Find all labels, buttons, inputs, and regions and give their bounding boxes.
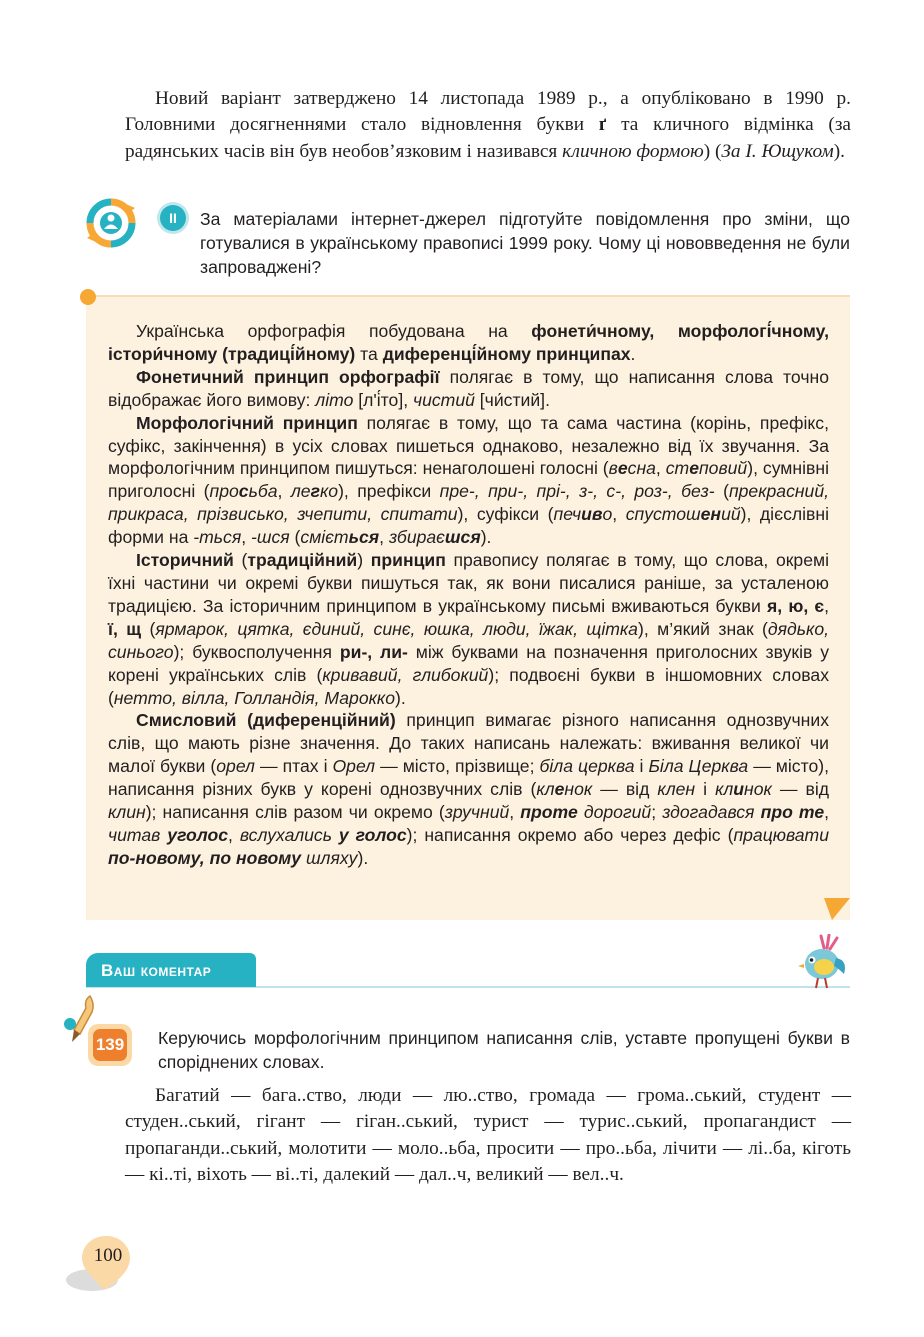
word-part: про — [209, 481, 239, 502]
rule-text-run: ); написання окремо або через дефіс ( — [406, 824, 734, 845]
rule-italic-run: шляху — [305, 847, 358, 868]
rule-text-run: , — [824, 802, 830, 823]
word-part: ст — [665, 458, 690, 479]
word-part: в — [608, 458, 618, 479]
rule-text-run: ), сумнівні приголосні ( — [108, 458, 829, 502]
rule-text-run: ). — [357, 847, 369, 868]
rule-text-run: правопису полягає в тому, що слова, окремі їхні частини чи окремі букви пишуться так, як вони писалися раніше, за усталеною традицією. За історичним принципом в українському письмі вживаються букви — [108, 550, 829, 616]
rule-text-run: полягає в тому, що написання слова точно відображає його вимову: — [108, 366, 829, 410]
word-part: повий — [698, 458, 748, 479]
rule-bold-italic-run: по-новому, по новому — [108, 847, 302, 868]
rule-text-run: Українська орфографія побудована на — [136, 321, 532, 341]
source-citation: За І. Ющуком — [721, 140, 834, 162]
task-number-badge — [88, 1024, 132, 1066]
rule-italic-run: -шся — [251, 527, 290, 548]
rule-text-run: , — [241, 527, 251, 548]
rule-text-run: , — [277, 481, 291, 502]
rule-text-run: ); буквосполучення — [173, 641, 340, 662]
rule-bold-italic-run: уголос — [167, 824, 229, 845]
rule-text — [108, 320, 829, 870]
rule-text-run: , — [509, 802, 521, 823]
rule-italic-run: прекрасний, прикраса, прізвисько, зчепити, спитати — [108, 481, 830, 525]
rule-text-run: ( — [233, 550, 248, 571]
italic-term: кличною формою — [562, 140, 704, 162]
rule-text-run: ) — [357, 550, 371, 571]
rule-paragraph — [108, 412, 829, 549]
rule-text-run: ), префікси — [338, 481, 440, 502]
rule-italic-run: дядько, синього — [108, 618, 830, 662]
intro-text: Новий варіант затверджено 14 листопада 1989 р., а опубліковано в 1990 р. Головними досягненнями стало відновлення букви — [125, 88, 851, 136]
rule-text-run: між буквами на позначення приголосних звуків у корені українських слів ( — [108, 641, 829, 685]
rule-text-run: . — [630, 343, 636, 364]
rule-box-dot — [80, 289, 96, 305]
rule-text-run: , — [655, 458, 666, 479]
rule-italic-run: Біла Церква — [648, 756, 749, 777]
rule-bold-run: ї, щ — [108, 618, 142, 639]
word-part: ьба — [248, 481, 278, 502]
rule-italic-run: клен — [657, 779, 696, 800]
task-badge-label: ІІ — [169, 210, 177, 226]
rule-text-run: — від — [771, 779, 829, 800]
rule-italic-run: клин — [108, 802, 146, 823]
rule-text-run: ). — [480, 527, 492, 548]
rule-text-run: , — [379, 527, 389, 548]
word-part: збирає — [388, 527, 445, 548]
word-highlight: е — [689, 458, 699, 479]
task-139-instruction: Керуючись морфологічним принципом написання слів, уставте пропущені букви в споріднених словах. — [158, 1028, 850, 1072]
rule-bold-italic-run: у голос — [338, 824, 407, 845]
rule-paragraph — [108, 709, 829, 869]
rule-text-run: , — [824, 595, 830, 616]
rule-italic-run: здогадався — [662, 802, 755, 823]
rule-italic-run: біла церква — [539, 756, 635, 777]
rule-italic-run: літо — [315, 389, 354, 410]
exercise-text: Багатий — бага..ство, люди — лю..ство, громада — грома..ський, студент — студен..ський, гігант — гіган..ський, турист — турис..ський, пропагандист — пропаганди..ський, молотити — моло..ьба, просити — про..ьба, лічити — лі..ба, кіготь — кі..ті, віхоть — ві..ті, далекий — дал..ч, великий — вел..ч. — [125, 1085, 851, 1185]
rule-bold-run: Морфологічний принцип — [136, 412, 358, 433]
rule-italic-run: нетто, вілла, Голландія, Марокко — [113, 687, 396, 708]
example-word — [609, 458, 656, 478]
word-part: кл — [536, 779, 555, 800]
rule-italic-run: читав — [108, 824, 161, 845]
example-word — [715, 779, 772, 799]
example-word — [626, 504, 741, 524]
rule-text-run: і — [695, 779, 716, 800]
rule-text-run: ( — [141, 618, 156, 639]
word-highlight: шся — [444, 527, 481, 548]
word-highlight: ив — [581, 504, 603, 525]
rule-italic-run: Орел — [332, 756, 376, 777]
rule-bold-run: ри-, ли- — [339, 641, 408, 662]
word-part: нок — [744, 779, 772, 800]
word-part: ий — [721, 504, 741, 525]
rule-italic-run: зручний — [444, 802, 510, 823]
letter-g: ґ — [598, 114, 607, 136]
discussion-cycle-icon — [86, 198, 136, 248]
rule-text-run: ). — [395, 687, 406, 708]
example-word — [210, 481, 278, 501]
example-word — [666, 458, 747, 478]
word-part: кл — [715, 779, 734, 800]
corner-arrow-icon — [822, 896, 852, 922]
rule-bold-run: традиційний — [247, 550, 358, 571]
rule-text-run: ), суфікси ( — [457, 504, 554, 525]
word-highlight: г — [310, 481, 320, 502]
rule-text-run: ( — [289, 527, 301, 548]
rule-italic-run: кривавий, глибокий — [322, 664, 489, 685]
word-part: ко — [319, 481, 339, 502]
task-badge — [160, 205, 186, 231]
rule-text-run: [л'і́то], — [353, 389, 413, 410]
page-number: 100 — [93, 1245, 123, 1266]
word-part: смієт — [300, 527, 349, 548]
intro-paragraph — [125, 86, 851, 165]
rule-text-run: ; — [651, 802, 663, 823]
rule-text-run: ), дієслівні форми на — [108, 504, 830, 548]
example-word — [291, 481, 338, 501]
rule-text-run: , — [228, 824, 240, 845]
word-highlight: ься — [348, 527, 380, 548]
rule-text-run: принцип вимагає різного написання однозвучних слів, що мають різне значення. До таких написань належать: вживання великої чи малої букви ( — [108, 710, 829, 777]
word-part: сна — [627, 458, 656, 479]
rule-text-run: ); подвоєні букви в іншомовних словах ( — [108, 664, 829, 708]
task-ii-text: За матеріалами інтернет-джерел підготуйте повідомлення про зміни, що готувалися в українському правописі 1999 року. Чому ці нововведення не були запроваджені? — [200, 209, 850, 278]
bird-icon — [798, 934, 852, 990]
rule-text-run: та — [355, 343, 383, 364]
word-highlight: и — [733, 779, 745, 800]
word-highlight: с — [238, 481, 249, 502]
comment-banner-label: Ваш коментар — [101, 961, 212, 980]
word-highlight: е — [617, 458, 628, 479]
rule-paragraph — [108, 366, 829, 412]
rule-bold-italic-run: проте — [520, 802, 578, 823]
rule-text-run: , — [612, 504, 626, 525]
rule-text-run: — від — [592, 779, 658, 800]
rule-italic-run: вслухались — [239, 824, 332, 845]
rule-text-run: — місто), написання різних букв у корені однозвучних слів ( — [108, 756, 829, 800]
intro-text: та кличного відмінка (за радянських часів він був необов’язковим і називався — [125, 114, 851, 162]
rule-bold-italic-run: про те — [760, 802, 825, 823]
rule-text-run: і — [634, 756, 649, 777]
rule-italic-run: ярмарок, цятка, єдиний, синє, юшка, люди, їжак, щітка — [155, 618, 638, 639]
rule-paragraph — [108, 320, 829, 366]
rule-text-run: [чи́стий]. — [474, 389, 550, 410]
rule-text-run: — птах і — [254, 756, 333, 777]
rule-italic-run: пре-, при-, прі-, з-, с-, роз-, без- — [439, 481, 715, 502]
task-139-exercise — [125, 1083, 851, 1188]
word-part: ле — [290, 481, 311, 502]
rule-bold-run: принцип — [370, 550, 446, 571]
rule-bold-run: Історичний — [136, 550, 234, 571]
example-word — [389, 527, 481, 547]
word-part: о — [602, 504, 613, 525]
comment-banner — [86, 953, 256, 987]
rule-paragraph — [108, 549, 829, 709]
rule-text-run: ), м’який знак ( — [637, 618, 768, 639]
word-part: печ — [553, 504, 582, 525]
example-word — [554, 504, 613, 524]
rule-text-run — [332, 825, 339, 845]
rule-text-run: ); написання слів разом чи окремо ( — [145, 802, 445, 823]
rule-italic-run: працювати — [733, 824, 830, 845]
example-word — [300, 527, 379, 547]
word-part: спустош — [625, 504, 701, 525]
rule-bold-run: Фонетичний принцип орфографії — [136, 366, 440, 387]
example-word — [536, 779, 592, 799]
rule-text-run: — місто, прізвище; — [375, 756, 540, 777]
intro-text: ). — [833, 140, 845, 162]
rule-italic-run: чистий — [412, 389, 475, 410]
task-number: 139 — [93, 1029, 127, 1061]
rule-text-run: ( — [714, 481, 729, 502]
rule-bold-run: Смисловий (диференційний) — [136, 710, 396, 731]
word-part: нок — [564, 779, 593, 800]
intro-text: ) ( — [703, 140, 722, 162]
rule-bold-run: я, ю, є — [767, 595, 825, 616]
rule-bold-run: фонети́чному, морфологі́чному, істори́чному (традиці́йному) — [108, 321, 829, 364]
rule-italic-run: орел — [216, 756, 255, 777]
rule-text-run: полягає в тому, що та сама частина (корінь, префікс, суфікс, закінчення) в усіх словах пишеться однаково, незалежно від їх звучання. За морфологічним принципом пишуться: ненаголошені голосні ( — [108, 412, 829, 479]
rule-italic-run: -ться — [193, 527, 242, 548]
word-highlight: е — [554, 779, 565, 800]
rule-italic-run: дорогий — [583, 802, 652, 823]
rule-bold-run: диференці́йному принципах — [382, 343, 631, 364]
word-highlight: ен — [700, 504, 722, 525]
